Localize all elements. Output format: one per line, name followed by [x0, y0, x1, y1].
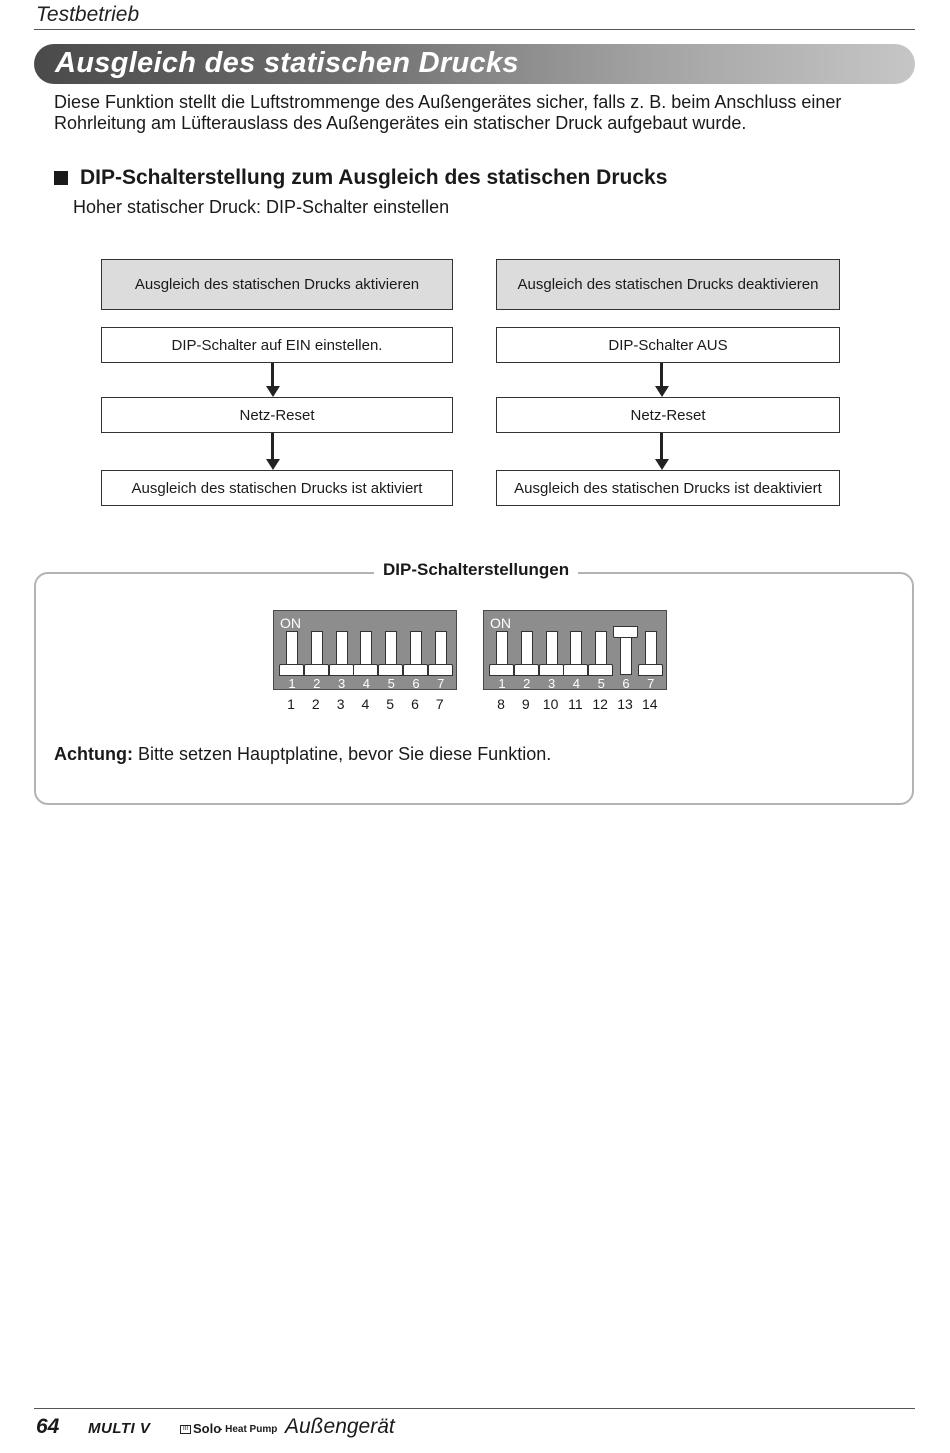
- dip-a-inner-number: 1: [288, 676, 296, 691]
- dip-a-switch-number: 7: [435, 696, 444, 712]
- dip-b-switch-4: [570, 631, 582, 675]
- dip-a-switch-7: [435, 631, 447, 675]
- dip-b-switch-7: [645, 631, 657, 675]
- dip-b-inner-number: 3: [547, 676, 556, 691]
- dip-b-inner-number: 4: [572, 676, 580, 691]
- dip-settings-frame: [34, 572, 914, 805]
- intro-line-2: Rohrleitung am Lüfterauslass des Außengerätes ein statischer Druck aufgebaut wurde.: [54, 113, 747, 133]
- caution-label: Achtung:: [54, 744, 133, 764]
- subsection-note: Hoher statischer Druck: DIP-Schalter einstellen: [73, 197, 450, 217]
- switch-lever-icon: [489, 664, 514, 676]
- dip-b-switch-number: 9: [521, 696, 530, 712]
- brand-heat-pump: - Heat Pump: [219, 1424, 278, 1435]
- dip-a-switch-number: 3: [336, 696, 345, 712]
- dip-b-inner-number: 2: [523, 676, 531, 691]
- dip-b-switch-3: [546, 631, 558, 675]
- flow-right-arrow-1: [655, 363, 669, 397]
- switch-lever-icon: [613, 626, 638, 638]
- brand-logo: MULTI V: [88, 1420, 151, 1437]
- dip-a-switch-number: 1: [287, 696, 295, 712]
- page-number: 64: [36, 1415, 60, 1438]
- dip-a-inner-number: 5: [387, 676, 395, 691]
- dip-a-inner-number: 7: [437, 676, 445, 691]
- switch-lever-icon: [403, 664, 428, 676]
- dip-switch-block-2: [483, 610, 667, 690]
- switch-lever-icon: [353, 664, 378, 676]
- dip-b-switch-number: 10: [542, 696, 559, 712]
- switch-lever-icon: [428, 664, 453, 676]
- dip-on-label: ON: [490, 615, 511, 631]
- dip-b-inner-number: 1: [498, 676, 506, 691]
- bottom-divider: [34, 1408, 915, 1409]
- flow-left-step-result: Ausgleich des statischen Drucks ist aktiviert: [101, 470, 453, 506]
- dip-a-inner-number: 6: [412, 676, 420, 691]
- switch-lever-icon: [563, 664, 588, 676]
- flow-left-step-reset: Netz-Reset: [101, 397, 453, 433]
- switch-lever-icon: [304, 664, 329, 676]
- flow-left-step-dip-on: DIP-Schalter auf EIN einstellen.: [101, 327, 453, 363]
- dip-a-switch-1: [286, 631, 298, 675]
- dip-b-switch-1: [496, 631, 508, 675]
- dip-a-switch-4: [360, 631, 372, 675]
- switch-lever-icon: [279, 664, 304, 676]
- dip-b-switch-6: [620, 631, 632, 675]
- dip-a-switch-number: 6: [411, 696, 419, 712]
- switch-lever-icon: [539, 664, 564, 676]
- flow-right-step-dip-off: DIP-Schalter AUS: [496, 327, 840, 363]
- dip-a-switch-6: [410, 631, 422, 675]
- switch-lever-icon: [588, 664, 613, 676]
- dip-a-switch-number: 2: [311, 696, 320, 712]
- dip-a-inner-number: 2: [313, 676, 321, 691]
- dip-switch-block-1: [273, 610, 457, 690]
- intro-line-1: Diese Funktion stellt die Luftstrommenge des Außengerätes sicher, falls z. B. beim Anschluss einer: [54, 92, 842, 112]
- dip-b-inner-number: 6: [622, 676, 630, 691]
- dip-b-switch-number: 14: [642, 696, 658, 712]
- flow-left-arrow-1: [266, 363, 280, 397]
- caution-text: Bitte setzen Hauptplatine, bevor Sie diese Funktion.: [132, 744, 552, 764]
- flow-left-arrow-2: [266, 433, 280, 470]
- dip-b-switch-2: [521, 631, 533, 675]
- dip-a-switch-3: [336, 631, 348, 675]
- top-divider: [34, 29, 915, 30]
- caution-note: [54, 744, 551, 765]
- dip-on-label: ON: [280, 615, 301, 631]
- flow-right-arrow-2: [655, 433, 669, 470]
- switch-lever-icon: [329, 664, 354, 676]
- dip-settings-title: DIP-Schalterstellungen: [374, 560, 578, 580]
- flow-right-step-result: Ausgleich des statischen Drucks ist deaktiviert: [496, 470, 840, 506]
- dip-a-switch-5: [385, 631, 397, 675]
- flow-left-header: Ausgleich des statischen Drucks aktivieren: [101, 259, 453, 310]
- switch-lever-icon: [514, 664, 539, 676]
- dip-b-inner-number: 7: [647, 676, 655, 691]
- dip-b-switch-number: 8: [497, 696, 505, 712]
- flow-right-step-reset: Netz-Reset: [496, 397, 840, 433]
- dip-b-inner-number: 5: [597, 676, 605, 691]
- dip-a-switch-2: [311, 631, 323, 675]
- brand-badge: III: [180, 1425, 191, 1434]
- dip-b-switch-number: 13: [617, 696, 633, 712]
- dip-b-switch-number: 12: [592, 696, 608, 712]
- section-label: Testbetrieb: [36, 3, 140, 26]
- bullet-square-icon: [54, 171, 68, 185]
- dip-a-inner-number: 4: [362, 676, 370, 691]
- switch-lever-icon: [378, 664, 403, 676]
- intro-paragraph: [54, 92, 904, 134]
- dip-a-switch-number: 5: [386, 696, 395, 712]
- subsection-heading: DIP-Schalterstellung zum Ausgleich des statischen Drucks: [80, 166, 668, 189]
- dip-b-switch-number: 11: [568, 696, 583, 712]
- dip-b-switch-5: [595, 631, 607, 675]
- dip-a-inner-number: 3: [337, 676, 346, 691]
- dip-a-switch-number: 4: [361, 696, 370, 712]
- flow-right-header: Ausgleich des statischen Drucks deaktivieren: [496, 259, 840, 310]
- brand-solo: Solo: [193, 1421, 222, 1436]
- page-title: Ausgleich des statischen Drucks: [55, 47, 519, 79]
- footer-title: Außengerät: [285, 1415, 395, 1438]
- switch-lever-icon: [638, 664, 663, 676]
